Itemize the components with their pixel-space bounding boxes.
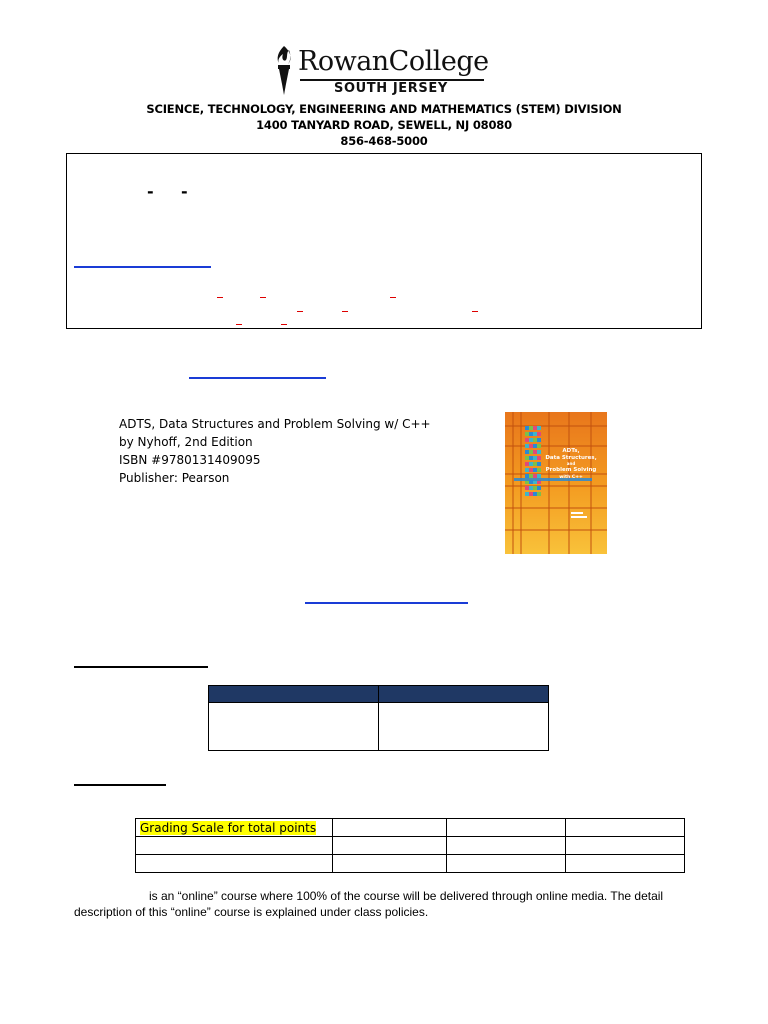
college-subtitle: SOUTH JERSEY [334, 81, 448, 96]
table-cell [136, 855, 333, 873]
table-cell [447, 855, 566, 873]
spell-mark [281, 324, 287, 325]
section-heading-underline [74, 784, 166, 786]
cover-title-line: with C++ [559, 475, 583, 480]
table-row [136, 837, 685, 855]
textbook-isbn: ISBN #9780131409095 [119, 453, 261, 467]
division-header [0, 101, 768, 149]
spell-mark [472, 311, 478, 312]
table-cell [379, 703, 549, 751]
textbook-cover-image [505, 412, 607, 554]
table-cell [136, 819, 333, 837]
table-cell [209, 703, 379, 751]
textbook-author: by Nyhoff, 2nd Edition [119, 435, 253, 449]
cover-title-line: Problem Solving [545, 467, 597, 473]
spell-mark [236, 324, 242, 325]
table-header-cell [379, 686, 549, 703]
course-link[interactable] [305, 602, 468, 604]
grading-scale-table [135, 818, 685, 873]
textbook-publisher: Publisher: Pearson [119, 471, 230, 485]
textbook-link[interactable] [189, 377, 326, 379]
division-name: SCIENCE, TECHNOLOGY, ENGINEERING AND MATHEMATICS (STEM) DIVISION [146, 102, 622, 116]
division-address: 1400 TANYARD ROAD, SEWELL, NJ 08080 [256, 118, 512, 132]
course-info-box [66, 153, 702, 329]
spell-mark [217, 297, 223, 298]
table-cell [447, 837, 566, 855]
textbook-title: ADTS, Data Structures and Problem Solving w/ C++ [119, 417, 431, 431]
category-table [208, 685, 549, 751]
college-name: RowanCollege [298, 46, 489, 77]
dash-mark: - [147, 182, 154, 201]
grading-scale-label: Grading Scale for total points [140, 820, 317, 835]
spell-mark [260, 297, 266, 298]
cover-title-line: ADTs, [562, 448, 580, 454]
section-heading-underline [74, 666, 208, 668]
spell-mark [390, 297, 396, 298]
spell-mark [297, 311, 303, 312]
table-cell [333, 819, 447, 837]
spell-mark [342, 311, 348, 312]
table-cell [447, 819, 566, 837]
online-course-note [74, 888, 704, 920]
textbook-info [119, 415, 431, 487]
table-row [136, 819, 685, 837]
table-cell [566, 819, 685, 837]
cover-title-line: Data Structures, [545, 455, 597, 461]
torch-icon [272, 44, 296, 96]
table-cell [333, 837, 447, 855]
online-course-text: is an “online” course where 100% of the course will be delivered through online media. The detail description of this “online” course is explained under class policies. [74, 889, 664, 919]
dash-mark: - [181, 182, 188, 201]
table-header-cell [209, 686, 379, 703]
cover-title-line: and [566, 461, 576, 466]
table-cell [136, 837, 333, 855]
table-cell [333, 855, 447, 873]
table-row [136, 855, 685, 873]
instructor-link[interactable] [74, 266, 211, 268]
table-row [209, 703, 549, 751]
table-header-row [209, 686, 549, 703]
college-logo [272, 44, 492, 96]
division-phone: 856-468-5000 [340, 134, 428, 148]
table-cell [566, 855, 685, 873]
table-cell [566, 837, 685, 855]
